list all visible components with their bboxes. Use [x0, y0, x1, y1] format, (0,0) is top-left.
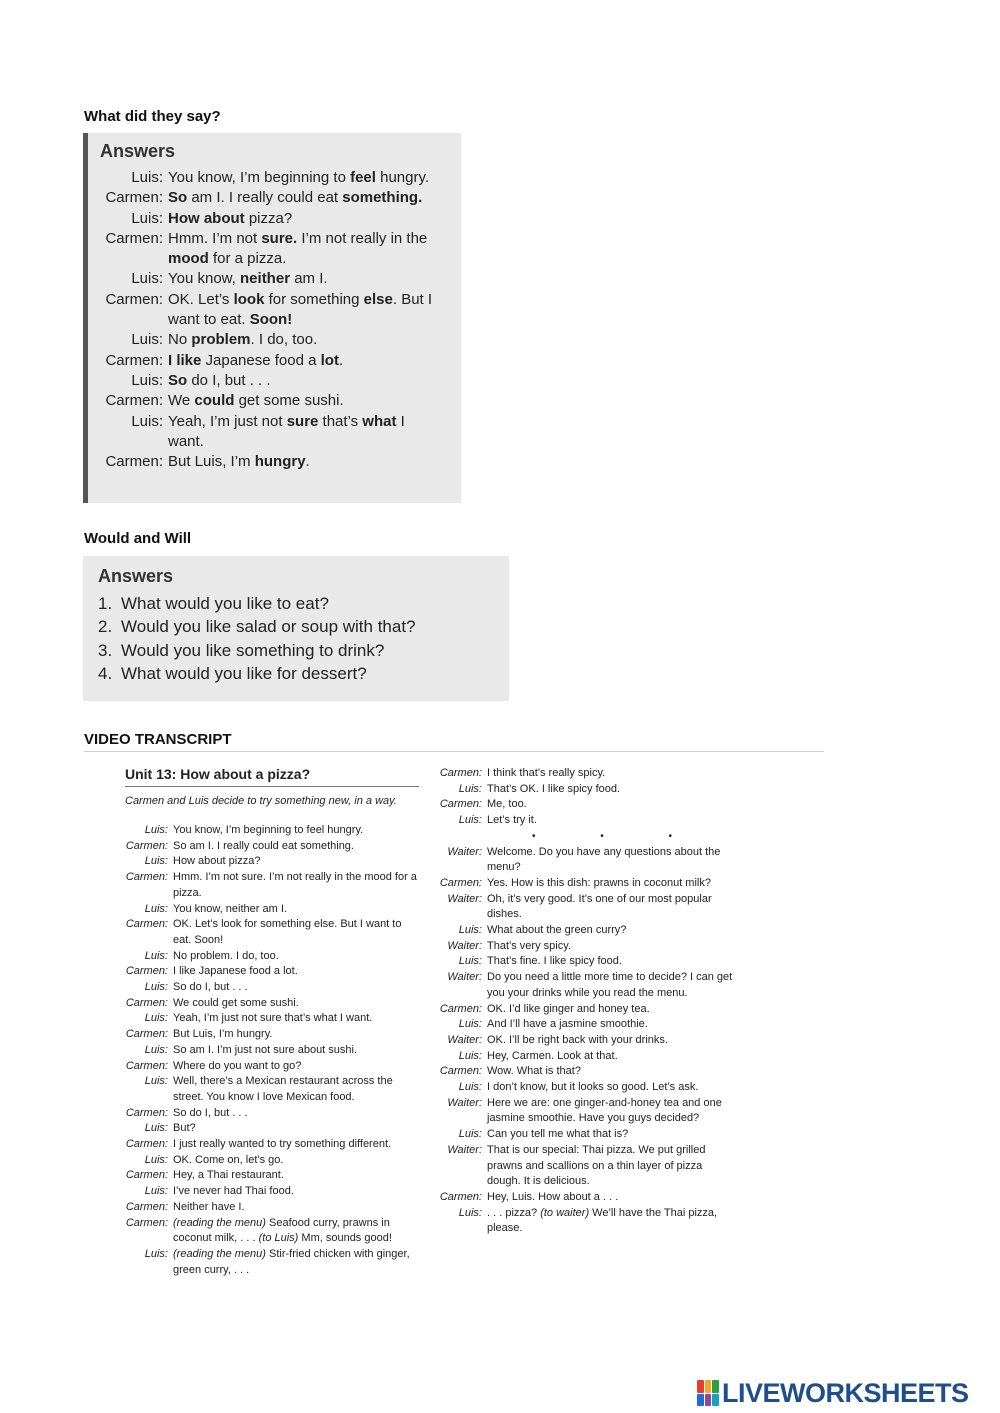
- dialogue-line: [100, 371, 461, 391]
- speaker-label: Luis:: [458, 1206, 482, 1219]
- dialogue-line: [125, 1247, 420, 1278]
- line-text: So do I, but . . .: [173, 981, 248, 994]
- speaker-label: Carmen:: [105, 453, 163, 471]
- question-text: Would you like something to drink?: [121, 640, 385, 660]
- dialogue-line: [437, 939, 737, 955]
- dialogue-line: [125, 1027, 420, 1043]
- dialogue-line: [437, 1049, 737, 1065]
- answers-box-questions: [83, 556, 509, 701]
- speaker-label: Luis:: [131, 209, 163, 227]
- unit-subtitle: Carmen and Luis decide to try something new, in a way.: [125, 795, 397, 807]
- line-text: Hey, Carmen. Look at that.: [487, 1049, 618, 1062]
- speaker-label: Carmen:: [125, 1028, 168, 1041]
- line-text: That is our special: Thai pizza. We put grilled prawns and scallions on a thin layer of pizza dough. It is delicious.: [487, 1143, 706, 1188]
- dialogue-line: [125, 1200, 420, 1216]
- speaker-label: Carmen:: [439, 876, 482, 889]
- speaker-label: Carmen:: [439, 767, 482, 779]
- transcript-column-left: [125, 766, 420, 1278]
- question-item: [98, 662, 509, 685]
- speaker-label: Luis:: [131, 270, 163, 288]
- speaker-label: Luis:: [144, 1185, 168, 1198]
- speaker-label: Luis:: [144, 1153, 168, 1166]
- speaker-label: Luis:: [458, 814, 482, 827]
- dialogue-line: [437, 766, 737, 782]
- speaker-label: Luis:: [458, 1018, 482, 1031]
- question-number: 2.: [98, 617, 113, 637]
- dialogue-line: [100, 452, 461, 472]
- dialogue-line: [437, 923, 737, 939]
- speaker-label: Luis:: [458, 924, 482, 937]
- speaker-label: Luis:: [458, 1081, 482, 1094]
- line-text: So am I. I really could eat something.: [168, 189, 423, 207]
- transcript-lines: [437, 845, 737, 1238]
- speaker-label: Carmen:: [125, 1138, 168, 1151]
- dialogue-line: [437, 1064, 737, 1080]
- line-text: Yeah, I’m just not sure that’s what I want.: [173, 1012, 373, 1025]
- question-text: What would you like to eat?: [121, 594, 329, 613]
- speaker-label: Luis:: [458, 1128, 482, 1141]
- dialogue-line: [437, 954, 737, 970]
- liveworksheets-logo: [697, 1377, 993, 1409]
- line-text: I like Japanese food a lot.: [168, 351, 344, 369]
- dialogue-line: [125, 1059, 420, 1075]
- speaker-label: Waiter:: [447, 1143, 482, 1156]
- dialogue-line: [437, 1127, 737, 1143]
- logo-text: LIVEWORKSHEETS: [722, 1377, 969, 1408]
- line-text: We could get some sushi.: [168, 392, 344, 410]
- line-text: So am I. I really could eat something.: [173, 839, 354, 852]
- line-text: So am I. I’m just not sure about sushi.: [173, 1043, 358, 1056]
- question-text: What would you like for dessert?: [121, 663, 367, 683]
- question-item: [98, 592, 509, 615]
- dialogue-line: [125, 917, 420, 948]
- speaker-label: Carmen:: [105, 290, 163, 308]
- dialogue-line: [100, 209, 461, 229]
- speaker-label: Carmen:: [105, 351, 163, 369]
- speaker-label: Carmen:: [105, 392, 163, 410]
- speaker-label: Waiter:: [447, 845, 482, 858]
- logo-square: [705, 1380, 712, 1393]
- dialogue-line: [125, 1011, 420, 1027]
- line-text: Hey, a Thai restaurant.: [173, 1169, 284, 1182]
- line-text: OK. Let’s look for something else. But I want to eat. Soon!: [168, 290, 433, 329]
- line-text: I just really wanted to try something different.: [173, 1138, 392, 1151]
- line-text: Wow. What is that?: [487, 1065, 581, 1078]
- dialogue-line: [125, 1121, 420, 1137]
- line-text: Let’s try it.: [487, 814, 537, 827]
- dialogue-line: [100, 229, 461, 270]
- line-text: So do I, but . . .: [168, 371, 271, 389]
- speaker-label: Luis:: [131, 371, 163, 389]
- speaker-label: Luis:: [458, 782, 482, 795]
- line-text: And I’ll have a jasmine smoothie.: [487, 1018, 648, 1031]
- line-text: I don’t know, but it looks so good. Let’s ask.: [487, 1081, 699, 1094]
- dialogue-line: [125, 854, 420, 870]
- speaker-label: Luis:: [144, 1012, 168, 1025]
- dialogue-line: [437, 1096, 737, 1127]
- logo-square: [712, 1380, 719, 1393]
- dialogue-line: [125, 1106, 420, 1122]
- unit-title: Unit 13: How about a pizza?: [125, 766, 419, 787]
- line-text: You know, neither am I.: [168, 270, 328, 288]
- line-text: But?: [173, 1122, 196, 1135]
- speaker-label: Waiter:: [447, 939, 482, 952]
- heading-video-transcript: VIDEO TRANSCRIPT: [84, 731, 232, 748]
- scene-break-dots: [532, 829, 672, 845]
- speaker-label: Carmen:: [125, 965, 168, 978]
- speaker-label: Luis:: [144, 1122, 168, 1135]
- dialogue-line: [125, 823, 420, 839]
- speaker-label: Waiter:: [447, 971, 482, 984]
- speaker-label: Luis:: [144, 949, 168, 962]
- dialogue-line: [437, 876, 737, 892]
- line-text: OK. Come on, let’s go.: [173, 1153, 284, 1166]
- dialogue-line: [437, 892, 737, 923]
- line-text: How about pizza?: [168, 209, 293, 227]
- speaker-label: Luis:: [131, 412, 163, 430]
- dialogue-line: [125, 1137, 420, 1153]
- line-text: Neither have I.: [173, 1200, 245, 1213]
- speaker-label: Waiter:: [447, 1096, 482, 1109]
- speaker-label: Carmen:: [439, 1190, 482, 1203]
- question-text: Would you like salad or soup with that?: [121, 617, 416, 637]
- dialogue-line: [100, 269, 461, 289]
- speaker-label: Carmen:: [125, 996, 168, 1009]
- line-text: OK. I’d like ginger and honey tea.: [487, 1002, 650, 1015]
- speaker-label: Carmen:: [125, 1106, 168, 1119]
- line-text: Can you tell me what that is?: [487, 1128, 629, 1141]
- line-text: Well, there’s a Mexican restaurant across the street. You know I love Mexican food.: [173, 1075, 393, 1103]
- line-text: Yeah, I’m just not sure that’s what I want.: [168, 412, 405, 450]
- dialogue-line: [437, 813, 737, 829]
- speaker-label: Luis:: [144, 981, 168, 994]
- dialogue-line: [125, 1216, 420, 1247]
- line-text: You know, I’m beginning to feel hungry.: [173, 824, 364, 836]
- speaker-label: Carmen:: [105, 189, 163, 207]
- line-text: But Luis, I’m hungry.: [168, 453, 310, 471]
- question-number: 1.: [98, 594, 113, 613]
- line-text: (reading the menu) Seafood curry, prawns in coconut milk, . . . (to Luis) Mm, sounds good!: [173, 1216, 392, 1245]
- heading-would-and-will: Would and Will: [84, 530, 192, 547]
- dialogue-line: [100, 351, 461, 371]
- speaker-label: Carmen:: [125, 871, 168, 884]
- question-number: 4.: [98, 663, 113, 683]
- speaker-label: Carmen:: [105, 229, 163, 247]
- dialogue-line: [125, 1168, 420, 1184]
- answers-box-dialogue: [83, 133, 461, 503]
- line-text: That’s OK. I like spicy food.: [487, 782, 621, 795]
- dot: •: [668, 830, 672, 842]
- question-item: [98, 615, 509, 638]
- line-text: Oh, it’s very good. It’s one of our most popular dishes.: [487, 892, 712, 921]
- dialogue-line: [125, 902, 420, 918]
- logo-square: [712, 1394, 719, 1407]
- line-text: I like Japanese food a lot.: [173, 965, 298, 978]
- speaker-label: Carmen:: [125, 1169, 168, 1182]
- line-text: (reading the menu) Stir-fried chicken with ginger, green curry, . . .: [173, 1247, 410, 1276]
- dialogue-line: [125, 1153, 420, 1169]
- dialogue-line: [125, 1184, 420, 1200]
- speaker-label: Carmen:: [125, 1059, 168, 1072]
- dialogue-line: [125, 1043, 420, 1059]
- speaker-label: Luis:: [131, 169, 163, 186]
- dialogue-line: [437, 1190, 737, 1206]
- line-text: Hmm. I’m not sure. I’m not really in the mood for a pizza.: [168, 229, 428, 268]
- transcript-lines: [437, 766, 737, 829]
- line-text: . . . pizza? (to waiter) We’ll have the Thai pizza, please.: [487, 1206, 718, 1235]
- line-text: I think that’s really spicy.: [487, 767, 606, 779]
- speaker-label: Luis:: [144, 824, 168, 836]
- dialogue-line: [100, 330, 461, 350]
- answers-title: Answers: [100, 141, 176, 161]
- speaker-label: Waiter:: [447, 1033, 482, 1046]
- speaker-label: Carmen:: [125, 839, 168, 852]
- line-text: OK. Let’s look for something else. But I want to eat. Soon!: [173, 918, 402, 946]
- logo-square: [697, 1394, 704, 1407]
- line-text: But Luis, I’m hungry.: [173, 1028, 273, 1041]
- dialogue-line: [437, 1143, 737, 1190]
- line-text: How about pizza?: [173, 855, 261, 868]
- speaker-label: Carmen:: [439, 1065, 482, 1078]
- dialogue-line: [437, 970, 737, 1001]
- dialogue-line: [125, 1074, 420, 1105]
- speaker-label: Luis:: [144, 1247, 168, 1260]
- speaker-label: Luis:: [458, 1049, 482, 1062]
- question-list: [98, 592, 509, 685]
- dialogue-line: [100, 290, 461, 331]
- line-text: You know, I’m beginning to feel hungry.: [168, 169, 430, 186]
- dialogue-line: [100, 168, 461, 188]
- line-text: Hey, Luis. How about a . . .: [487, 1190, 619, 1203]
- line-text: Here we are: one ginger-and-honey tea and one jasmine smoothie. Have you guys decided?: [487, 1096, 722, 1125]
- speaker-label: Carmen:: [439, 798, 482, 811]
- speaker-label: Carmen:: [125, 918, 168, 931]
- line-text: No problem. I do, too.: [173, 949, 279, 962]
- speaker-label: Carmen:: [125, 1200, 168, 1213]
- question-item: [98, 639, 509, 662]
- line-text: That’s very spicy.: [487, 939, 571, 952]
- speaker-label: Luis:: [144, 1075, 168, 1088]
- line-text: Welcome. Do you have any questions about the menu?: [487, 845, 721, 874]
- line-text: Where do you want to go?: [173, 1059, 302, 1072]
- line-text: What about the green curry?: [487, 924, 627, 937]
- dialogue-line: [125, 980, 420, 996]
- dialogue-lines: [100, 168, 461, 472]
- dialogue-line: [437, 797, 737, 813]
- line-text: Hmm. I’m not sure. I’m not really in the mood for a pizza.: [173, 871, 417, 899]
- line-text: Do you need a little more time to decide? I can get you your drinks while you read the menu.: [487, 971, 733, 999]
- line-text: You know, neither am I.: [173, 902, 287, 915]
- answers-title: Answers: [98, 566, 174, 586]
- dot: •: [532, 830, 536, 842]
- line-text: I’ve never had Thai food.: [173, 1185, 294, 1198]
- dialogue-line: [437, 1017, 737, 1033]
- dot: •: [600, 830, 604, 842]
- dialogue-line: [125, 839, 420, 855]
- dialogue-line: [437, 1002, 737, 1018]
- transcript-column-right: [437, 766, 737, 1237]
- line-text: Yes. How is this dish: prawns in coconut milk?: [487, 876, 711, 889]
- heading-what-did-they-say: What did they say?: [84, 108, 221, 125]
- dialogue-line: [100, 412, 461, 453]
- speaker-label: Waiter:: [447, 892, 482, 905]
- dialogue-line: [125, 949, 420, 965]
- dialogue-line: [437, 1206, 737, 1237]
- dialogue-line: [125, 870, 420, 901]
- line-text: That’s fine. I like spicy food.: [487, 955, 622, 968]
- speaker-label: Luis:: [144, 1043, 168, 1056]
- speaker-label: Luis:: [458, 955, 482, 968]
- dialogue-line: [437, 1080, 737, 1096]
- line-text: OK. I’ll be right back with your drinks.: [487, 1033, 668, 1046]
- question-number: 3.: [98, 640, 113, 660]
- speaker-label: Carmen:: [439, 1002, 482, 1015]
- divider: [84, 751, 824, 752]
- dialogue-line: [100, 188, 461, 208]
- logo-square: [697, 1380, 704, 1393]
- speaker-label: Luis:: [144, 902, 168, 915]
- dialogue-line: [437, 782, 737, 798]
- dialogue-line: [437, 1033, 737, 1049]
- speaker-label: Carmen:: [125, 1216, 168, 1229]
- transcript-lines: [125, 823, 420, 1278]
- logo-mark-icon: [697, 1380, 719, 1406]
- line-text: No problem. I do, too.: [168, 331, 318, 349]
- line-text: We could get some sushi.: [173, 996, 299, 1009]
- line-text: Me, too.: [487, 798, 527, 811]
- speaker-label: Luis:: [131, 331, 163, 349]
- dialogue-line: [125, 964, 420, 980]
- speaker-label: Luis:: [144, 855, 168, 868]
- dialogue-line: [437, 845, 737, 876]
- logo-square: [705, 1394, 712, 1407]
- dialogue-line: [100, 391, 461, 411]
- dialogue-line: [125, 996, 420, 1012]
- line-text: So do I, but . . .: [173, 1106, 248, 1119]
